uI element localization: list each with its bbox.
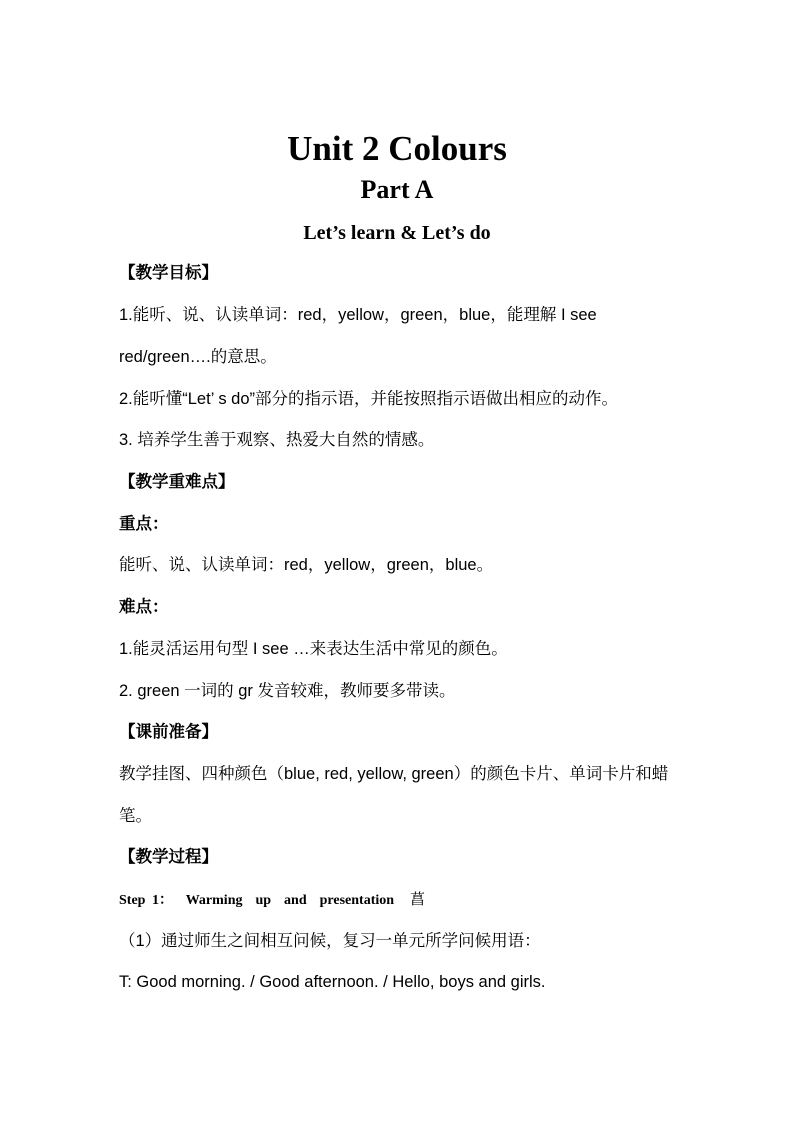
difficult-point-label: 难点： (119, 598, 169, 616)
key-point-label: 重点： (119, 515, 169, 533)
step-1-label: Step 1： Warming up and presentation (119, 893, 395, 908)
objective-2: 2.能听懂“Let’ s do”部分的指示语，并能按照指示语做出相应的动作。 (119, 390, 619, 408)
objective-1-line-1: 1.能听、说、认读单词：red，yellow，green，blue，能理解 I see (119, 306, 597, 324)
dialogue-line: T: Good morning. / Good afternoon. / Hello, boys and girls. (119, 973, 546, 991)
key-points-heading: 【教学重难点】 (119, 473, 235, 491)
preparation-line-2: 笔。 (119, 807, 152, 825)
step-1-heading (119, 889, 425, 911)
process-item-1: （1）通过师生之间相互问候，复习一单元所学问候用语： (119, 932, 541, 950)
preparation-line-1: 教学挂图、四种颜色（blue, red, yellow, green）的颜色卡片、单词卡片和蜡 (119, 765, 669, 783)
lesson-title: Let’s learn & Let’s do (303, 222, 491, 244)
unit-title: Unit 2 Colours (287, 129, 507, 168)
objective-3: 3. 培养学生善于观察、热爱大自然的情感。 (119, 431, 435, 449)
objectives-heading: 【教学目标】 (119, 264, 218, 282)
difficult-point-2: 2. green 一词的 gr 发音较难，教师要多带读。 (119, 682, 456, 700)
step-1-glyph: 菖 (410, 890, 426, 908)
objective-1-line-2: red/green….的意思。 (119, 348, 277, 366)
process-heading: 【教学过程】 (119, 848, 218, 866)
part-title: Part A (360, 175, 434, 204)
preparation-heading: 【课前准备】 (119, 723, 218, 741)
key-point-text: 能听、说、认读单词：red，yellow，green，blue。 (119, 556, 494, 574)
difficult-point-1: 1.能灵活运用句型 I see …来表达生活中常见的颜色。 (119, 640, 508, 658)
